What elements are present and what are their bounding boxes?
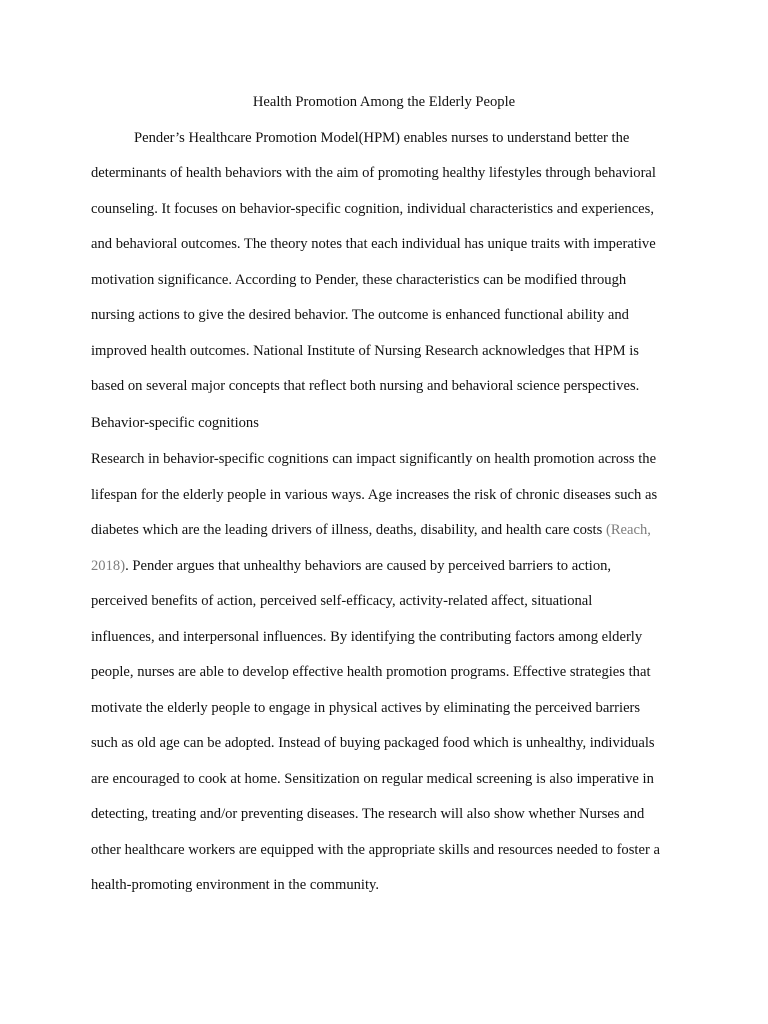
document-title: Health Promotion Among the Elderly People [252, 94, 516, 110]
paragraph-text: diabetes which are the leading drivers of illness, deaths, disability, and health care costs [91, 522, 606, 538]
paragraph-line: lifespan for the elderly people in various ways. Age increases the risk of chronic diseases such as [91, 487, 658, 503]
paragraph-line: improved health outcomes. National Institute of Nursing Research acknowledges that HPM is [91, 343, 639, 359]
paragraph-line [91, 556, 611, 576]
citation-link[interactable]: (Reach, [605, 522, 651, 538]
paragraph-text: . Pender argues that unhealthy behaviors are caused by perceived barriers to action, [125, 558, 612, 574]
paragraph-line: and behavioral outcomes. The theory notes that each individual has unique traits with imperative [91, 236, 656, 252]
paragraph-line: influences, and interpersonal influences. By identifying the contributing factors among elderly [91, 629, 643, 645]
paragraph-line: health-promoting environment in the community. [91, 877, 380, 893]
paragraph-line: based on several major concepts that reflect both nursing and behavioral science perspectives. [91, 378, 640, 394]
paragraph-line: detecting, treating and/or preventing diseases. The research will also show whether Nurses and [91, 806, 645, 822]
paragraph-line [91, 520, 651, 540]
paragraph-line: motivation significance. According to Pender, these characteristics can be modified through [91, 272, 627, 288]
paragraph-line: counseling. It focuses on behavior-specific cognition, individual characteristics and experiences, [91, 201, 654, 217]
paragraph-line: nursing actions to give the desired behavior. The outcome is enhanced functional ability and [91, 307, 629, 323]
paragraph-line: determinants of health behaviors with the aim of promoting healthy lifestyles through behavioral [91, 165, 656, 181]
citation-link[interactable]: 2018) [91, 558, 126, 574]
paragraph-line: perceived benefits of action, perceived self-efficacy, activity-related affect, situational [91, 593, 593, 609]
paragraph-line: people, nurses are able to develop effective health promotion programs. Effective strategies that [91, 664, 651, 680]
paragraph-line: other healthcare workers are equipped with the appropriate skills and resources needed to foster a [91, 842, 660, 858]
paragraph-line: Research in behavior-specific cognitions can impact significantly on health promotion across the [91, 451, 657, 467]
paragraph-line: Pender’s Healthcare Promotion Model(HPM) enables nurses to understand better the [134, 130, 630, 146]
section-heading: Behavior-specific cognitions [91, 415, 259, 431]
paragraph-line: motivate the elderly people to engage in physical actives by eliminating the perceived barriers [91, 700, 641, 716]
paragraph-line: are encouraged to cook at home. Sensitization on regular medical screening is also imperative in [91, 771, 654, 787]
paragraph-line: such as old age can be adopted. Instead of buying packaged food which is unhealthy, individuals [91, 735, 655, 751]
